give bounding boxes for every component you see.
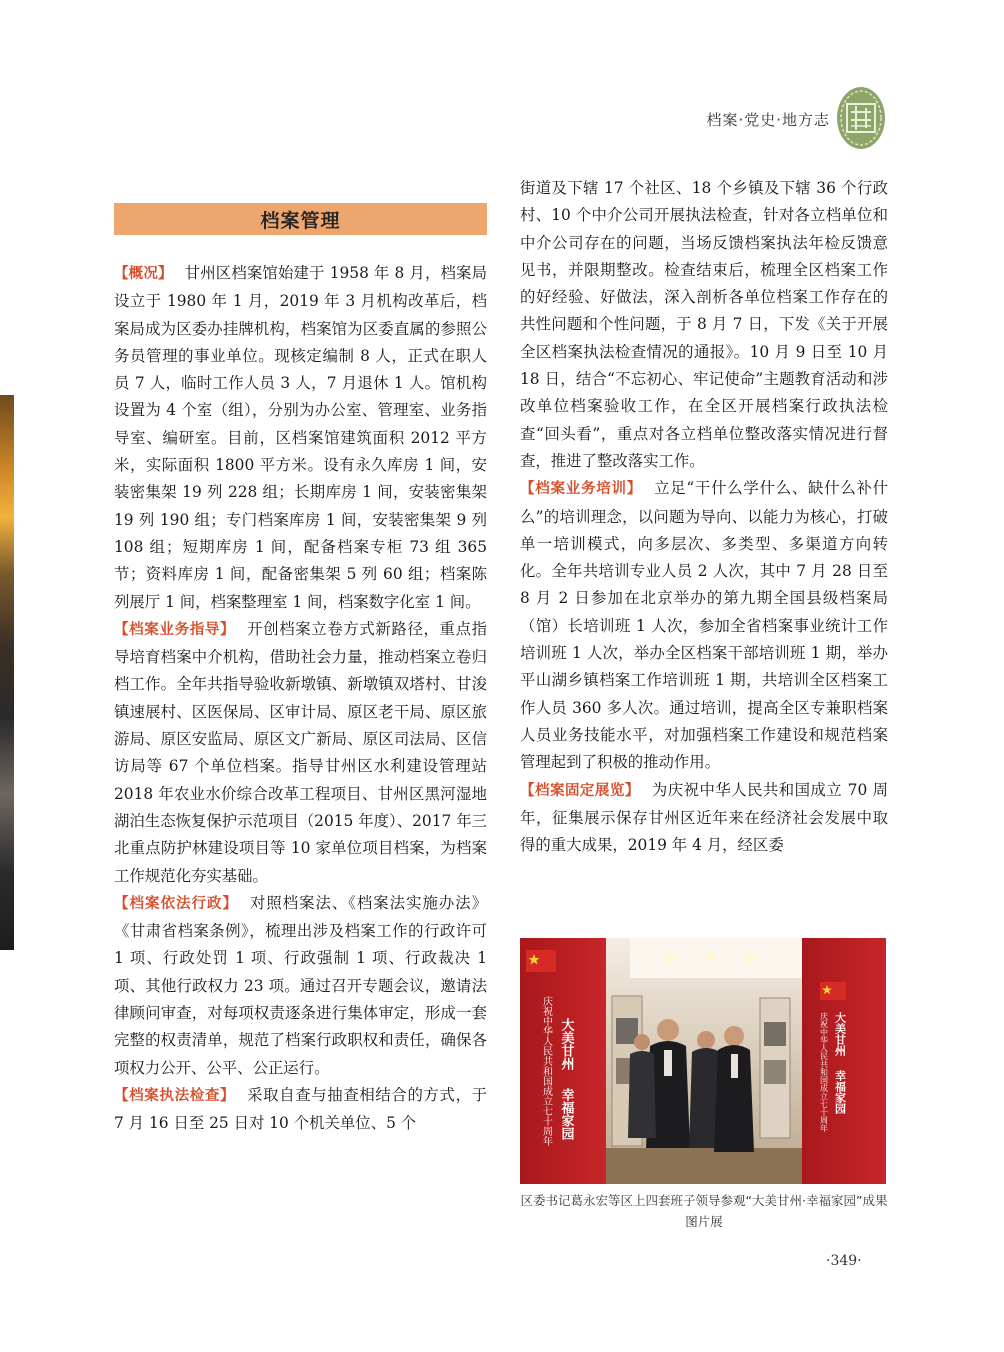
banner-text: 大美甘州 bbox=[558, 1018, 574, 1070]
paragraph-law-admin bbox=[114, 890, 487, 1082]
page-number: ·349· bbox=[826, 1253, 862, 1269]
running-header: 档案·党史·地方志 bbox=[706, 111, 830, 129]
paragraph-tag: 【档案依法行政】 bbox=[114, 895, 238, 912]
right-text-column bbox=[520, 175, 888, 859]
paragraph-text: 为庆祝中华人民共和国成立 70 周年，征集展示保存甘州区近年来在经济社会发展中取得的重大成果，2019 年 4 月，经区委 bbox=[520, 780, 889, 855]
paragraph-exhibition bbox=[520, 777, 888, 860]
photo-caption: 区委书记葛永宏等区上四套班子领导参观“大美甘州·幸福家园”成果图片展 bbox=[520, 1193, 888, 1229]
banner-text: 庆祝中华人民共和国成立七十周年 bbox=[819, 1012, 829, 1132]
paragraph-tag: 【档案业务培训】 bbox=[520, 481, 643, 498]
exhibition-photo bbox=[520, 938, 886, 1184]
paragraph-text: 立足“干什么学什么、缺什么补什么”的培训理念，以问题为导向、以能力为核心，打破单一培训模式，向多层次、多类型、多渠道方向转化。全年共培训专业人员 2 人次，其中 7 月 28 日至 8 月 2 日参加在北京举办的第九期全国县级档案局（馆）长培训班 1 人次，参加全省档案事业统计工作培训班 1 人次，举办全区档案干部培训班 1 期，举办平山湖乡镇档案工作培训班 1 期，共培训全区档案工作人员 360 多人次。通过培训，提高全区专兼职档案人员业务技能水平，对加强档案工作建设和规范档案管理起到了积极的推动作用。 bbox=[520, 479, 888, 772]
paragraph-guidance bbox=[114, 616, 487, 890]
paragraph-training bbox=[520, 475, 888, 776]
paragraph-inspection-continued bbox=[520, 175, 888, 475]
section-heading: 档案管理 bbox=[114, 203, 487, 235]
paragraph-tag: 【档案执法检查】 bbox=[114, 1087, 236, 1104]
paragraph-tag: 【档案固定展览】 bbox=[520, 782, 640, 799]
seal-logo-icon bbox=[834, 82, 888, 152]
banner-text: 庆祝中华人民共和国成立七十周年 bbox=[540, 996, 552, 1146]
paragraph-inspection bbox=[114, 1082, 487, 1138]
banner-text: 幸福家园 bbox=[833, 1070, 847, 1114]
left-text-column bbox=[114, 260, 487, 1138]
paragraph-text: 开创档案立卷方式新路径，重点指导培育档案中介机构，借助社会力量，推动档案立卷归档工作。全年共指导验收新墩镇、新墩镇双塔村、甘浚镇速展村、区医保局、区审计局、原区老干局、原区旅游局、原区安监局、原区文广新局、原区司法局、区信访局等 67 个单位档案。指导甘州区水利建设管理站 2018 年农业水价综合改革工程项目、甘州区黑河湿地湖泊生态恢复保护示范项目（2015 年度）、2017 年三北重点防护林建设项目等 10 家单位项目档案，为档案工作规范化夯实基础。 bbox=[114, 619, 487, 885]
paragraph-text: 甘州区档案馆始建于 1958 年 8 月，档案局设立于 1980 年 1 月，2019 年 3 月机构改革后，档案局成为区委办挂牌机构，档案馆为区委直属的参照公务员管理的事业单位。现核定编制 8 人，正式在职人员 7 人，临时工作人员 3 人，7 月退休 1 人。馆机构设置为 4 个室（组），分别为办公室、管理室、业务指导室、编研室。目前，区档案馆建筑面积 2012 平方米，实际面积 1800 平方米。设有永久库房 1 间，安装密集架 19 列 228 组；长期库房 1 间，安装密集架 19 列 190 组；专门档案库房 1 间，安装密集架 9 列 108 组；短期库房 1 间，配备档案专柜 73 组 365 节；资料库房 1 间，配备密集架 5 列 60 组；档案陈列展厅 1 间，档案整理室 1 间，档案数字化室 1 间。 bbox=[114, 264, 487, 611]
paragraph-tag: 【档案业务指导】 bbox=[114, 621, 236, 638]
page-edge-photo-strip bbox=[0, 395, 14, 950]
banner-text: 幸福家园 bbox=[558, 1088, 574, 1140]
paragraph-text: 街道及下辖 17 个社区、18 个乡镇及下辖 36 个行政村、10 个中介公司开展执法检查，针对各立档单位和中介公司存在的问题，当场反馈档案执法年检反馈意见书，并限期整改。检查结束后，梳理全区档案工作的好经验、好做法，深入剖析各单位档案工作存在的共性问题和个性问题，于 8 月 7 日，下发《关于开展全区档案执法检查情况的通报》。10 月 9 日至 10 月 18 日，结合“不忘初心、牢记使命”主题教育活动和涉改单位档案验收工作，在全区开展档案行政执法检查“回头看”，重点对各立档单位整改落实情况进行督查，推进了整改落实工作。 bbox=[520, 179, 888, 470]
banner-text: 大美甘州 bbox=[833, 1012, 847, 1056]
paragraph-text: 对照档案法、《档案法实施办法》《甘肃省档案条例》，梳理出涉及档案工作的行政许可 1 项、行政处罚 1 项、行政强制 1 项、行政裁决 1 项、其他行政权力 23 项。通过召开专题会议，邀请法律顾问审查，对每项权责逐条进行集体审定，形成一套完整的权责清单，规范了档案行政职权和责任，确保各项权力公开、公平、公正运行。 bbox=[114, 893, 487, 1077]
paragraph-overview bbox=[114, 260, 487, 616]
paragraph-tag: 【概况】 bbox=[114, 266, 173, 282]
paragraph-text: 采取自查与抽查相结合的方式，于 7 月 16 日至 25 日对 10 个机关单位、5 个 bbox=[114, 1085, 487, 1133]
